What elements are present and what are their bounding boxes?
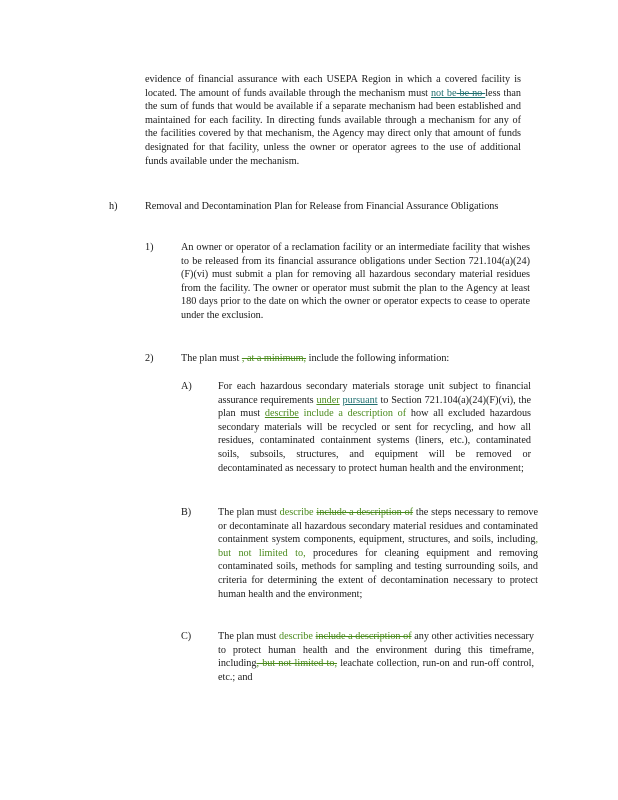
replaced-text: include a description of bbox=[303, 408, 407, 420]
inserted-text: pursuant bbox=[342, 394, 378, 406]
deleted-text: be no bbox=[456, 87, 486, 99]
item-b-label: B) bbox=[181, 507, 192, 518]
item-c-text-3: leachate collection, run-on and run-off control, etc.; and bbox=[218, 658, 534, 683]
item-a-text bbox=[218, 380, 531, 475]
item-b-text-1: The plan must bbox=[218, 507, 280, 518]
intro-text-2: less than the sum of funds that would be available if a separate mechanism had been established and maintained for each facility. In directing funds available through a mechanism for any of the facilities covered by that mechanism, the Agency may direct only that amount of funds designated for that facility, unless the owner or operator agrees to the use of additional funds available under the mechanism. bbox=[145, 87, 521, 167]
intro-text-1: evidence of financial assurance with each USEPA Region in which a covered facility is located. The amount of funds available through the mechanism must bbox=[145, 74, 521, 99]
inserted-text: not be bbox=[430, 87, 457, 99]
inserted-text: describe bbox=[278, 631, 313, 642]
item-2-label: 2) bbox=[145, 353, 154, 364]
item-1-text: An owner or operator of a reclamation facility or an intermediate facility that wishes to be released from its financial assurance obligations under Section 721.104(a)(24)(F)(vi) must submit a plan for removing all hazardous secondary material residues from the facility. The owner or operator must submit the plan to the Agency at least 180 days prior to the date on which the owner or operator expects to cease to operate under the exclusion. bbox=[181, 242, 530, 321]
item-b-text-2: the steps necessary to remove or decontaminate all hazardous secondary material residues and contaminated containment system components, equipment, structures, and soils, including bbox=[218, 507, 539, 546]
deleted-text: include a description of bbox=[316, 507, 414, 518]
inserted-text: describe bbox=[264, 408, 299, 420]
item-c-text-1: The plan must bbox=[218, 631, 279, 642]
inserted-text: , but not limited to, bbox=[218, 534, 538, 559]
item-a-text-1: For each hazardous secondary materials storage unit subject to financial assurance requirements bbox=[218, 381, 531, 406]
item-2-text-1: The plan must bbox=[181, 353, 242, 364]
item-1-label: 1) bbox=[145, 242, 154, 253]
item-b-text bbox=[218, 506, 538, 601]
item-c-text-2: any other activities necessary to protect human health and the environment during this timeframe, including bbox=[218, 631, 535, 670]
section-h-title: Removal and Decontamination Plan for Release from Financial Assurance Obligations bbox=[145, 201, 499, 212]
item-a-text-2: to Section 721.104(a)(24)(F)(vi), the plan must bbox=[218, 394, 531, 420]
deleted-text: , at a minimum, bbox=[241, 353, 307, 364]
section-h-label: h) bbox=[109, 201, 118, 212]
item-2-text-2: include the following information: bbox=[306, 353, 450, 364]
item-a-text-3: how all excluded hazardous secondary materials will be recycled or sent for recycling, and how all residues, contaminated containment systems (liners, etc.), contaminated soils, subsoils, structures, and equipment will be removed or decontaminated as necessary to protect human health and the environment; bbox=[218, 408, 532, 474]
item-2-text bbox=[181, 352, 530, 366]
item-c-label: C) bbox=[181, 631, 192, 642]
deleted-text: include a description of bbox=[315, 631, 412, 642]
inserted-text: under bbox=[316, 394, 340, 406]
intro-paragraph bbox=[145, 73, 521, 168]
inserted-text: describe bbox=[279, 507, 314, 518]
item-b-text-3: procedures for cleaning equipment and removing contaminated soils, methods for sampling and testing surrounding soils, and criteria for determining the extent of decontamination necessary to protect human health and the environment; bbox=[218, 547, 538, 600]
item-c-text bbox=[218, 630, 534, 684]
deleted-text: , but not limited to, bbox=[256, 658, 338, 670]
item-a-label: A) bbox=[181, 381, 192, 392]
